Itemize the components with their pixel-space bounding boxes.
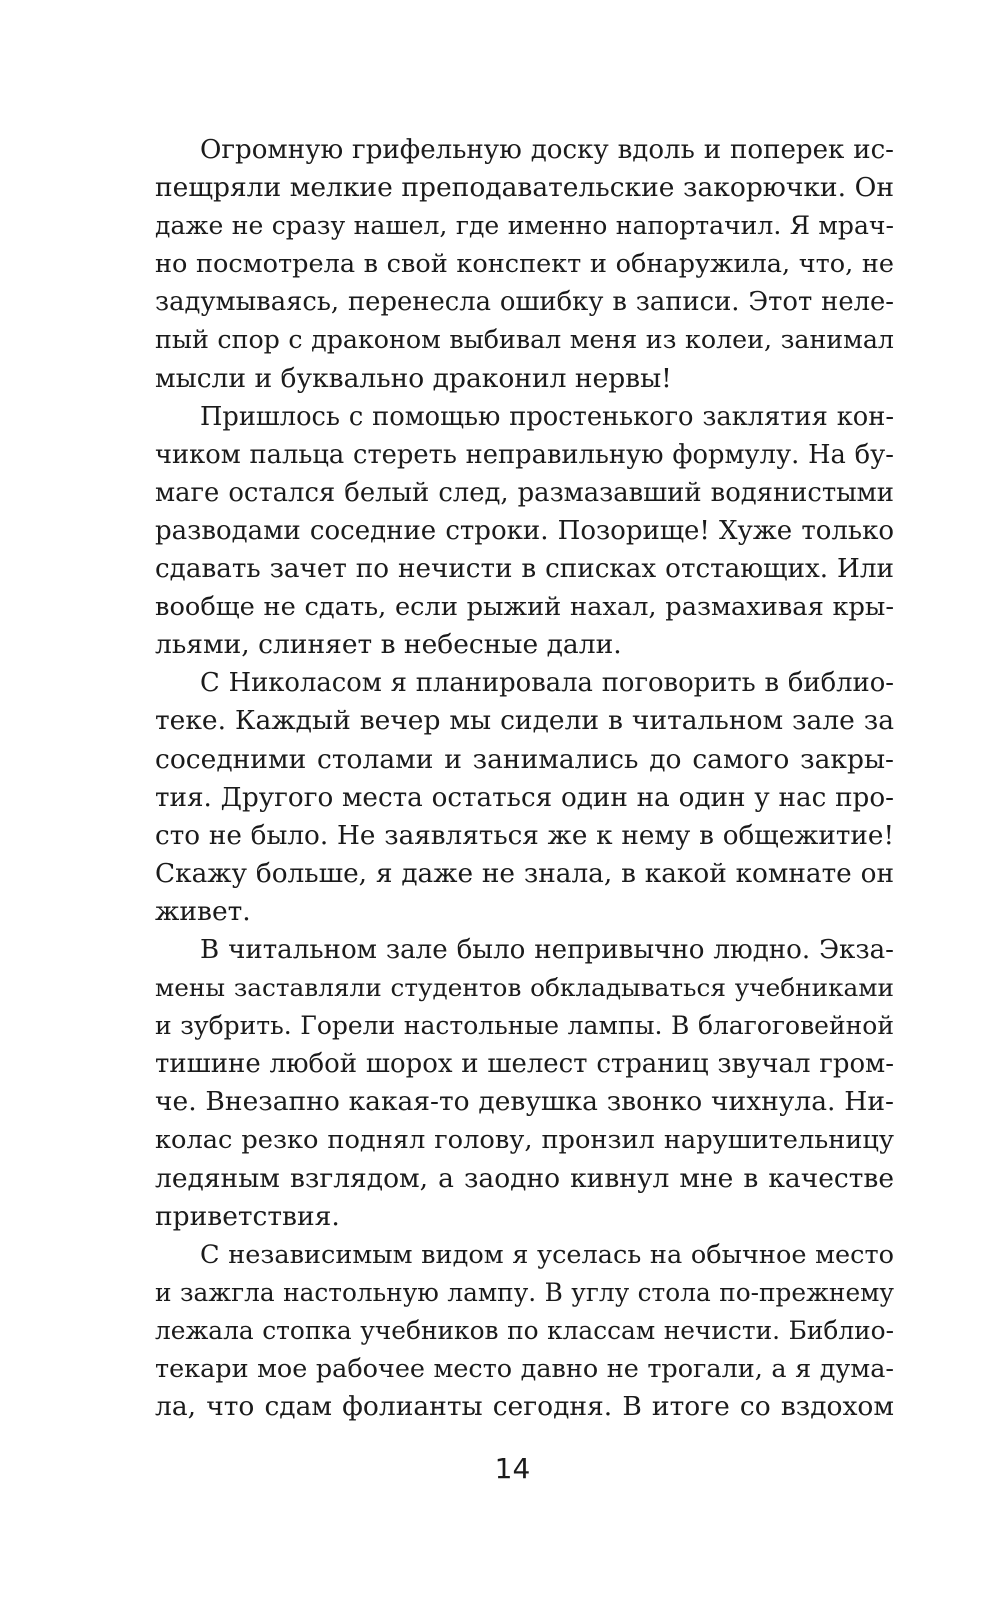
text-line: че. Внезапно какая-то девушка звонко чихнула. Ни- xyxy=(155,1086,894,1118)
text-line: но посмотрела в свой конспект и обнаружила, что, не xyxy=(155,249,894,280)
text-line: ледяным взглядом, а заодно кивнул мне в качестве xyxy=(155,1162,894,1194)
text-line: С Николасом я планировала поговорить в библио- xyxy=(200,668,894,699)
text-line: и зажгла настольную лампу. В углу стола по-прежнему xyxy=(155,1277,894,1307)
text-line: теке. Каждый вечер мы сидели в читальном зале за xyxy=(155,705,894,737)
text-line: приветствия. xyxy=(155,1200,340,1232)
page-number: 14 xyxy=(494,1452,531,1485)
text-line: и зубрить. Горели настольные лампы. В благоговейной xyxy=(155,1011,894,1041)
text-line: живет. xyxy=(155,895,251,927)
text-line: разводами соседние строки. Позорище! Хуже только xyxy=(155,515,894,546)
text-line: ла, что сдам фолианты сегодня. В итоге со вздохом xyxy=(155,1391,894,1423)
body-text xyxy=(155,131,894,1426)
text-line: вообще не сдать, если рыжий нахал, размахивая кры- xyxy=(155,592,894,623)
text-line: чиком пальца стереть неправильную формулу. На бу- xyxy=(155,439,894,470)
text-line: текари мое рабочее место давно не трогали, а я дума- xyxy=(155,1354,894,1384)
text-line: льями, слиняет в небесные дали. xyxy=(155,629,622,661)
text-line: Пришлось с помощью простенького заклятия кон- xyxy=(200,401,894,432)
text-line: мены заставляли студентов обкладываться учебниками xyxy=(155,973,894,1003)
text-line: маге остался белый след, размазавший водянистыми xyxy=(155,477,894,508)
text-line: С независимым видом я уселась на обычное место xyxy=(200,1239,894,1270)
text-line: пещряли мелкие преподавательские закорючки. Он xyxy=(155,172,894,204)
text-line: мысли и буквально драконил нервы! xyxy=(155,362,672,394)
text-line: соседними столами и занимались до самого закры- xyxy=(155,743,894,775)
text-line: задумываясь, перенесла ошибку в записи. Этот неле- xyxy=(155,287,894,318)
text-line: В читальном зале было непривычно людно. Экза- xyxy=(200,934,894,965)
text-line: лежала стопка учебников по классам нечисти. Библио- xyxy=(155,1315,894,1345)
text-line: даже не сразу нашел, где именно напортачил. Я мрач- xyxy=(155,211,894,241)
text-line: сдавать зачет по нечисти в списках отстающих. Или xyxy=(155,554,894,585)
text-line: Скажу больше, я даже не знала, в какой комнате он xyxy=(155,858,894,889)
text-line: сто не было. Не заявляться же к нему в общежитие! xyxy=(155,820,894,851)
text-line: Огромную грифельную доску вдоль и поперек ис- xyxy=(200,135,894,165)
text-line: тия. Другого места остаться один на один у нас про- xyxy=(155,782,894,813)
text-line: колас резко поднял голову, пронзил нарушительницу xyxy=(155,1125,894,1156)
text-line: тишине любой шорох и шелест страниц звучал гром- xyxy=(155,1049,894,1080)
text-line: пый спор с драконом выбивал меня из колеи, занимал xyxy=(155,325,894,355)
